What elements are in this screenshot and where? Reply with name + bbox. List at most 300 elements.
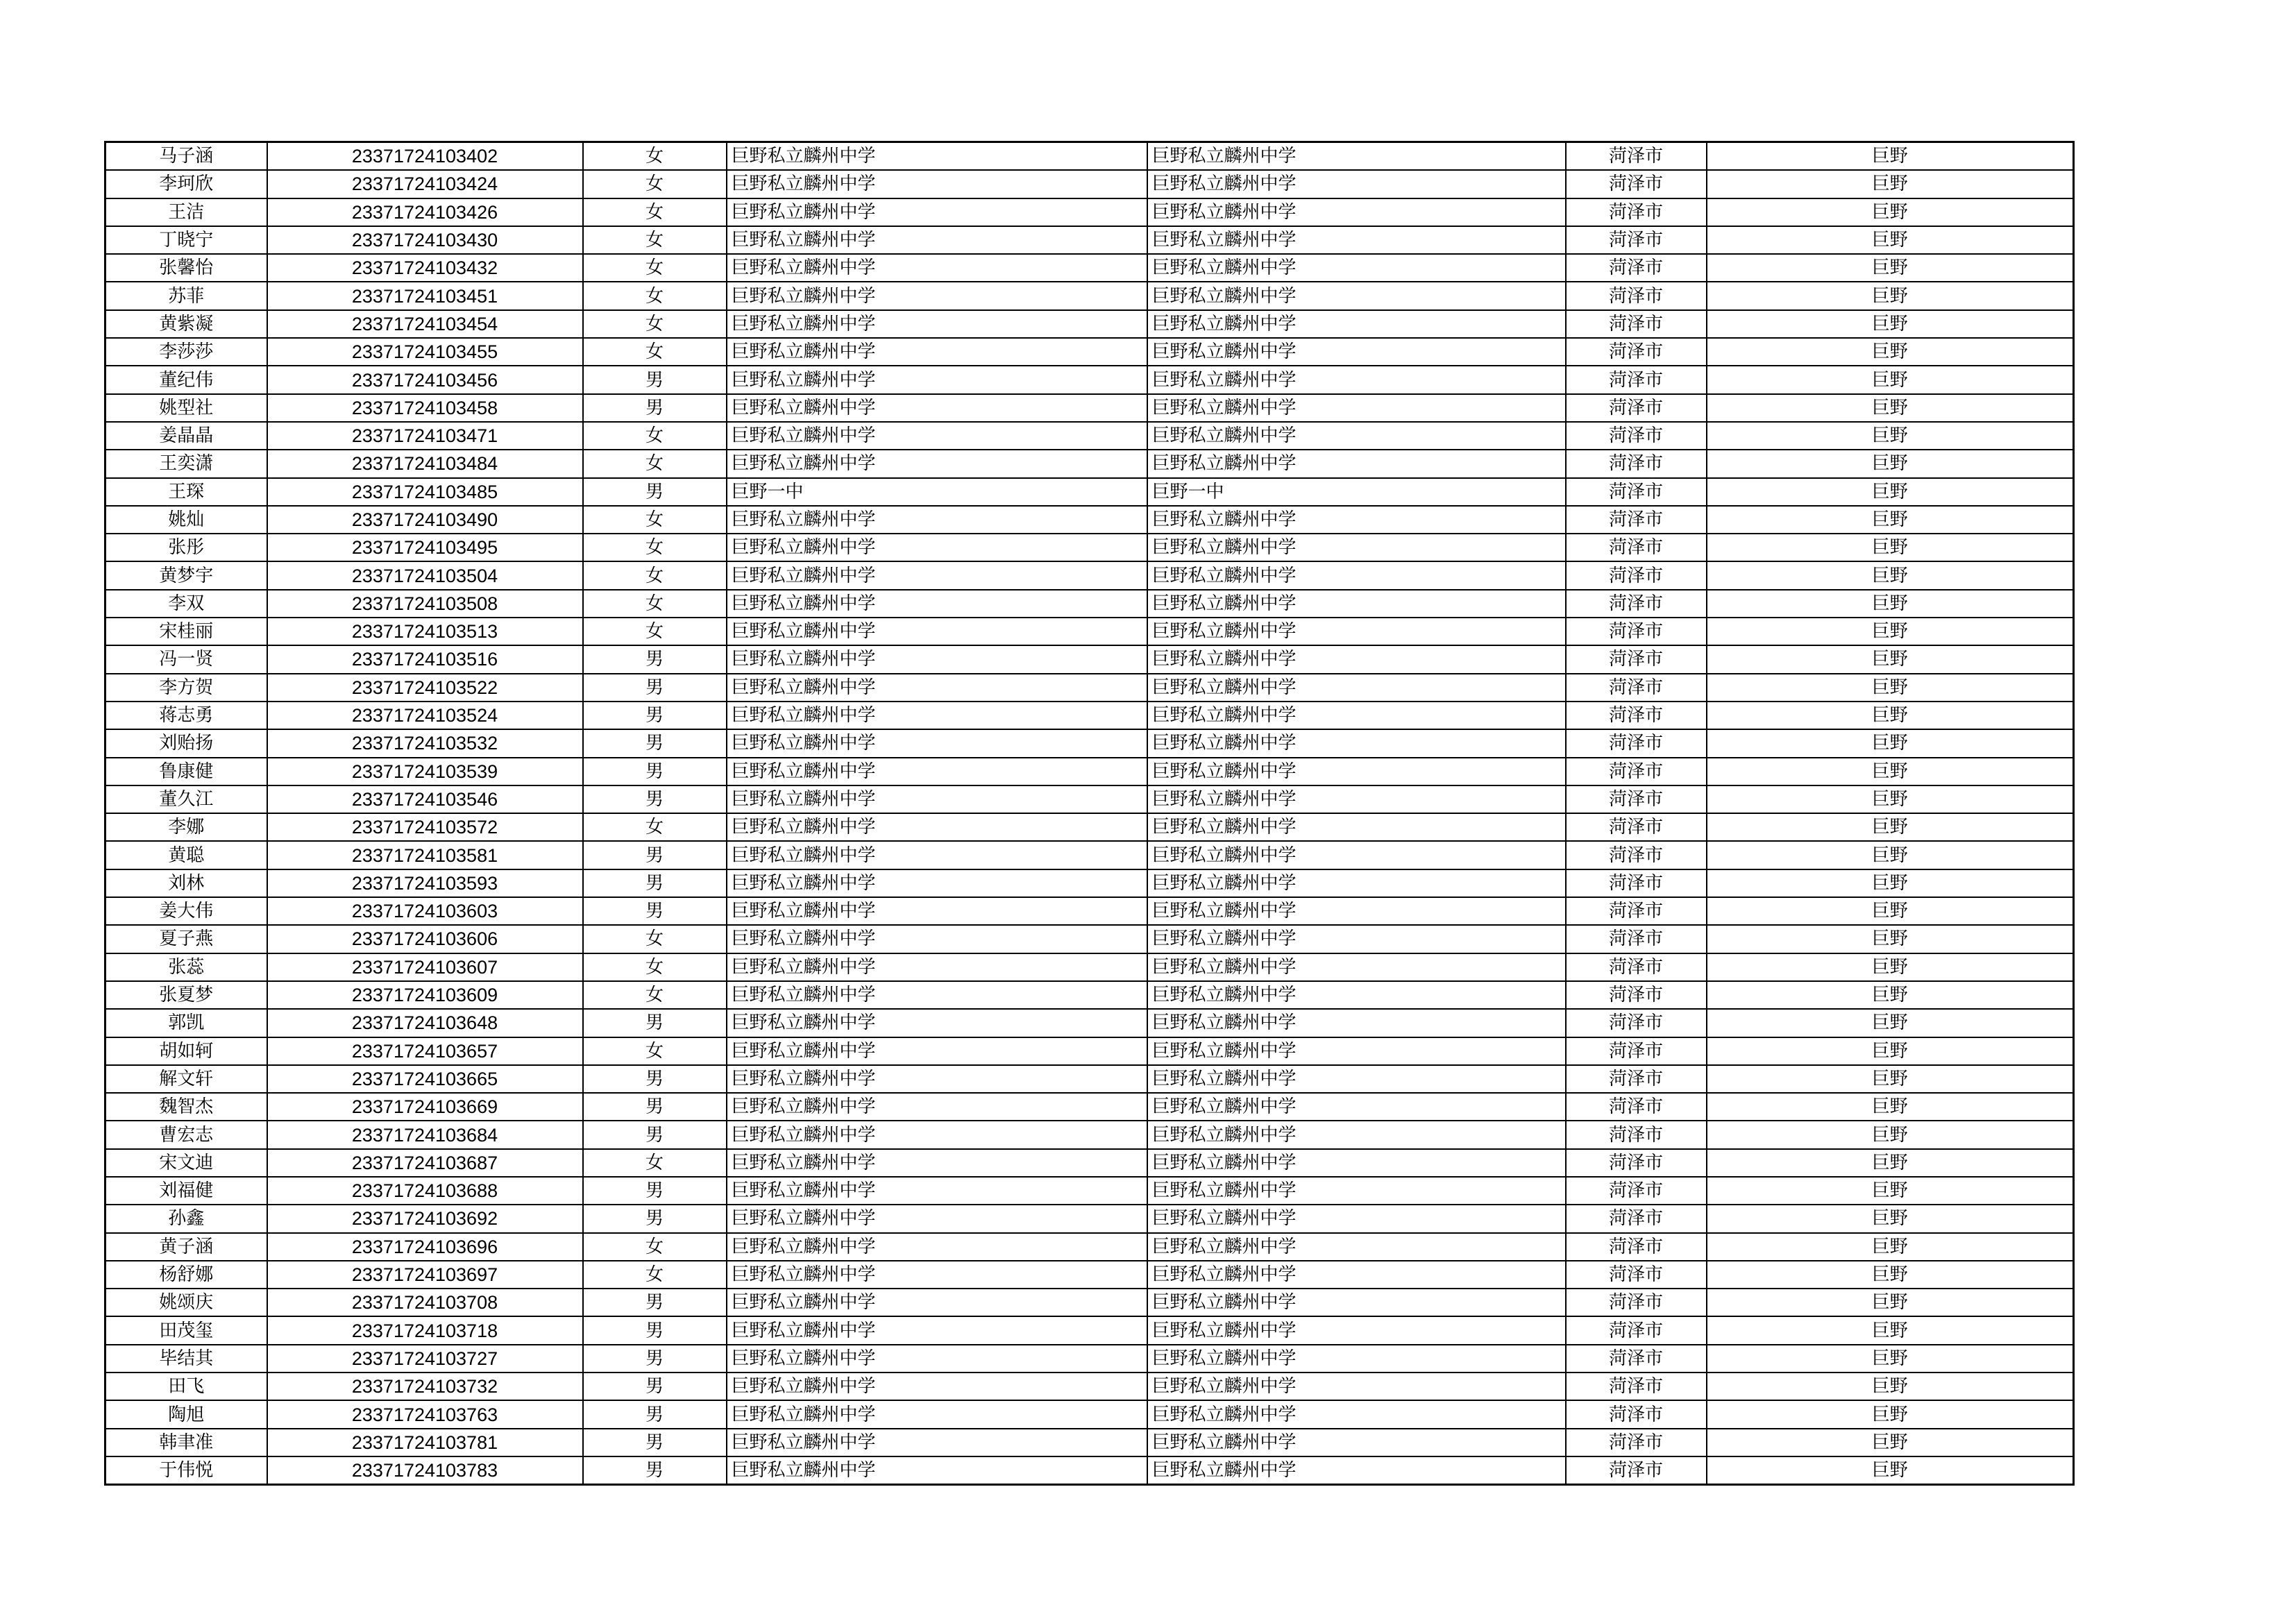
graduating-school-cell: 巨野私立麟州中学 [1147,338,1566,366]
gender-cell: 男 [583,1009,727,1037]
graduating-school-cell: 巨野私立麟州中学 [1147,953,1566,981]
table-row [105,1149,2074,1177]
exam-number-cell: 23371724103430 [267,226,583,254]
exam-number-cell: 23371724103609 [267,981,583,1009]
city-cell: 菏泽市 [1566,1429,1707,1456]
city-cell: 菏泽市 [1566,981,1707,1009]
table-row [105,897,2074,925]
county-cell: 巨野 [1707,478,2074,506]
table-row [105,310,2074,338]
exam-number-cell: 23371724103402 [267,142,583,171]
table-row [105,226,2074,254]
city-cell: 菏泽市 [1566,561,1707,589]
city-cell: 菏泽市 [1566,813,1707,841]
city-cell: 菏泽市 [1566,506,1707,534]
city-cell: 菏泽市 [1566,450,1707,477]
gender-cell: 男 [583,841,727,869]
student-name-cell: 苏菲 [105,282,267,309]
county-cell: 巨野 [1707,813,2074,841]
school-cell: 巨野私立麟州中学 [727,142,1147,171]
student-name-cell: 冯一贤 [105,645,267,673]
city-cell: 菏泽市 [1566,645,1707,673]
school-cell: 巨野私立麟州中学 [727,506,1147,534]
graduating-school-cell: 巨野私立麟州中学 [1147,1065,1566,1093]
city-cell: 菏泽市 [1566,422,1707,450]
exam-number-cell: 23371724103532 [267,729,583,757]
table-row [105,1037,2074,1065]
table-row [105,702,2074,729]
county-cell: 巨野 [1707,282,2074,309]
gender-cell: 男 [583,758,727,785]
table-row [105,674,2074,702]
county-cell: 巨野 [1707,394,2074,422]
gender-cell: 男 [583,1205,727,1232]
county-cell: 巨野 [1707,1261,2074,1289]
city-cell: 菏泽市 [1566,1037,1707,1065]
county-cell: 巨野 [1707,1373,2074,1400]
table-row [105,282,2074,309]
school-cell: 巨野私立麟州中学 [727,254,1147,282]
exam-number-cell: 23371724103546 [267,785,583,813]
table-row [105,1177,2074,1205]
city-cell: 菏泽市 [1566,1233,1707,1261]
school-cell: 巨野私立麟州中学 [727,450,1147,477]
county-cell: 巨野 [1707,925,2074,953]
school-cell: 巨野私立麟州中学 [727,1429,1147,1456]
county-cell: 巨野 [1707,702,2074,729]
student-name-cell: 李双 [105,590,267,618]
county-cell: 巨野 [1707,981,2074,1009]
graduating-school-cell: 巨野私立麟州中学 [1147,198,1566,226]
table-row [105,1261,2074,1289]
student-name-cell: 丁晓宁 [105,226,267,254]
county-cell: 巨野 [1707,1456,2074,1485]
county-cell: 巨野 [1707,758,2074,785]
school-cell: 巨野私立麟州中学 [727,226,1147,254]
table-row [105,1205,2074,1232]
student-name-cell: 姚型社 [105,394,267,422]
student-name-cell: 杨舒娜 [105,1261,267,1289]
exam-number-cell: 23371724103455 [267,338,583,366]
exam-number-cell: 23371724103684 [267,1121,583,1148]
graduating-school-cell: 巨野私立麟州中学 [1147,1400,1566,1428]
gender-cell: 女 [583,1149,727,1177]
table-row [105,506,2074,534]
student-name-cell: 姜大伟 [105,897,267,925]
student-name-cell: 李娜 [105,813,267,841]
school-cell: 巨野私立麟州中学 [727,1345,1147,1373]
exam-number-cell: 23371724103424 [267,170,583,198]
table-row [105,1093,2074,1121]
gender-cell: 女 [583,338,727,366]
table-row [105,1456,2074,1485]
student-name-cell: 王琛 [105,478,267,506]
gender-cell: 男 [583,1456,727,1485]
gender-cell: 男 [583,1177,727,1205]
school-cell: 巨野私立麟州中学 [727,1289,1147,1316]
exam-number-cell: 23371724103572 [267,813,583,841]
county-cell: 巨野 [1707,1316,2074,1344]
student-name-cell: 王奕潇 [105,450,267,477]
school-cell: 巨野私立麟州中学 [727,645,1147,673]
gender-cell: 女 [583,170,727,198]
gender-cell: 女 [583,925,727,953]
school-cell: 巨野私立麟州中学 [727,1065,1147,1093]
county-cell: 巨野 [1707,310,2074,338]
student-name-cell: 毕结其 [105,1345,267,1373]
table-row [105,422,2074,450]
county-cell: 巨野 [1707,1400,2074,1428]
student-name-cell: 张夏梦 [105,981,267,1009]
table-row [105,785,2074,813]
graduating-school-cell: 巨野私立麟州中学 [1147,1345,1566,1373]
exam-number-cell: 23371724103692 [267,1205,583,1232]
city-cell: 菏泽市 [1566,618,1707,645]
city-cell: 菏泽市 [1566,785,1707,813]
student-name-cell: 陶旭 [105,1400,267,1428]
gender-cell: 男 [583,1289,727,1316]
exam-number-cell: 23371724103696 [267,1233,583,1261]
city-cell: 菏泽市 [1566,1316,1707,1344]
exam-number-cell: 23371724103763 [267,1400,583,1428]
school-cell: 巨野私立麟州中学 [727,1093,1147,1121]
table-row [105,170,2074,198]
school-cell: 巨野私立麟州中学 [727,813,1147,841]
exam-number-cell: 23371724103432 [267,254,583,282]
exam-number-cell: 23371724103484 [267,450,583,477]
roster-body [105,142,2074,1485]
student-name-cell: 鲁康健 [105,758,267,785]
gender-cell: 女 [583,981,727,1009]
city-cell: 菏泽市 [1566,1177,1707,1205]
student-name-cell: 宋文迪 [105,1149,267,1177]
city-cell: 菏泽市 [1566,1400,1707,1428]
city-cell: 菏泽市 [1566,674,1707,702]
city-cell: 菏泽市 [1566,841,1707,869]
county-cell: 巨野 [1707,170,2074,198]
exam-number-cell: 23371724103727 [267,1345,583,1373]
graduating-school-cell: 巨野私立麟州中学 [1147,981,1566,1009]
city-cell: 菏泽市 [1566,226,1707,254]
student-name-cell: 黄子涵 [105,1233,267,1261]
city-cell: 菏泽市 [1566,254,1707,282]
exam-number-cell: 23371724103697 [267,1261,583,1289]
graduating-school-cell: 巨野私立麟州中学 [1147,282,1566,309]
table-row [105,645,2074,673]
gender-cell: 男 [583,1093,727,1121]
school-cell: 巨野私立麟州中学 [727,869,1147,897]
school-cell: 巨野私立麟州中学 [727,1149,1147,1177]
student-name-cell: 刘贻扬 [105,729,267,757]
city-cell: 菏泽市 [1566,1456,1707,1485]
graduating-school-cell: 巨野私立麟州中学 [1147,226,1566,254]
exam-number-cell: 23371724103669 [267,1093,583,1121]
graduating-school-cell: 巨野私立麟州中学 [1147,758,1566,785]
county-cell: 巨野 [1707,1429,2074,1456]
graduating-school-cell: 巨野私立麟州中学 [1147,422,1566,450]
exam-number-cell: 23371724103581 [267,841,583,869]
gender-cell: 女 [583,226,727,254]
school-cell: 巨野私立麟州中学 [727,1400,1147,1428]
graduating-school-cell: 巨野私立麟州中学 [1147,254,1566,282]
city-cell: 菏泽市 [1566,282,1707,309]
school-cell: 巨野私立麟州中学 [727,729,1147,757]
county-cell: 巨野 [1707,897,2074,925]
city-cell: 菏泽市 [1566,590,1707,618]
student-name-cell: 蒋志勇 [105,702,267,729]
table-row [105,198,2074,226]
exam-number-cell: 23371724103688 [267,1177,583,1205]
student-name-cell: 王洁 [105,198,267,226]
city-cell: 菏泽市 [1566,1065,1707,1093]
table-row [105,534,2074,561]
exam-number-cell: 23371724103657 [267,1037,583,1065]
student-name-cell: 田飞 [105,1373,267,1400]
graduating-school-cell: 巨野私立麟州中学 [1147,925,1566,953]
exam-number-cell: 23371724103718 [267,1316,583,1344]
table-row [105,338,2074,366]
exam-number-cell: 23371724103508 [267,590,583,618]
student-name-cell: 李珂欣 [105,170,267,198]
city-cell: 菏泽市 [1566,729,1707,757]
county-cell: 巨野 [1707,729,2074,757]
exam-number-cell: 23371724103607 [267,953,583,981]
city-cell: 菏泽市 [1566,142,1707,171]
school-cell: 巨野一中 [727,478,1147,506]
table-row [105,758,2074,785]
county-cell: 巨野 [1707,198,2074,226]
city-cell: 菏泽市 [1566,953,1707,981]
graduating-school-cell: 巨野私立麟州中学 [1147,170,1566,198]
student-name-cell: 姜晶晶 [105,422,267,450]
gender-cell: 女 [583,1261,727,1289]
gender-cell: 女 [583,813,727,841]
gender-cell: 女 [583,953,727,981]
city-cell: 菏泽市 [1566,1373,1707,1400]
gender-cell: 男 [583,645,727,673]
exam-number-cell: 23371724103522 [267,674,583,702]
student-name-cell: 姚灿 [105,506,267,534]
county-cell: 巨野 [1707,785,2074,813]
student-name-cell: 宋桂丽 [105,618,267,645]
graduating-school-cell: 巨野私立麟州中学 [1147,561,1566,589]
student-name-cell: 张彤 [105,534,267,561]
gender-cell: 男 [583,1373,727,1400]
county-cell: 巨野 [1707,1205,2074,1232]
school-cell: 巨野私立麟州中学 [727,981,1147,1009]
graduating-school-cell: 巨野私立麟州中学 [1147,534,1566,561]
student-name-cell: 张蕊 [105,953,267,981]
graduating-school-cell: 巨野私立麟州中学 [1147,142,1566,171]
student-name-cell: 解文轩 [105,1065,267,1093]
student-name-cell: 马子涵 [105,142,267,171]
school-cell: 巨野私立麟州中学 [727,1009,1147,1037]
table-row [105,1373,2074,1400]
exam-number-cell: 23371724103471 [267,422,583,450]
county-cell: 巨野 [1707,254,2074,282]
exam-number-cell: 23371724103490 [267,506,583,534]
exam-number-cell: 23371724103524 [267,702,583,729]
table-row [105,981,2074,1009]
city-cell: 菏泽市 [1566,897,1707,925]
exam-number-cell: 23371724103504 [267,561,583,589]
gender-cell: 男 [583,1121,727,1148]
city-cell: 菏泽市 [1566,758,1707,785]
table-row [105,590,2074,618]
county-cell: 巨野 [1707,674,2074,702]
school-cell: 巨野私立麟州中学 [727,702,1147,729]
table-row [105,254,2074,282]
student-name-cell: 韩聿准 [105,1429,267,1456]
exam-number-cell: 23371724103451 [267,282,583,309]
gender-cell: 男 [583,1400,727,1428]
graduating-school-cell: 巨野私立麟州中学 [1147,1205,1566,1232]
gender-cell: 女 [583,142,727,171]
school-cell: 巨野私立麟州中学 [727,198,1147,226]
graduating-school-cell: 巨野私立麟州中学 [1147,1009,1566,1037]
school-cell: 巨野私立麟州中学 [727,310,1147,338]
graduating-school-cell: 巨野私立麟州中学 [1147,729,1566,757]
exam-number-cell: 23371724103687 [267,1149,583,1177]
school-cell: 巨野私立麟州中学 [727,170,1147,198]
city-cell: 菏泽市 [1566,394,1707,422]
exam-number-cell: 23371724103593 [267,869,583,897]
gender-cell: 男 [583,729,727,757]
graduating-school-cell: 巨野私立麟州中学 [1147,1093,1566,1121]
school-cell: 巨野私立麟州中学 [727,897,1147,925]
county-cell: 巨野 [1707,1121,2074,1148]
graduating-school-cell: 巨野私立麟州中学 [1147,1373,1566,1400]
county-cell: 巨野 [1707,226,2074,254]
school-cell: 巨野私立麟州中学 [727,590,1147,618]
county-cell: 巨野 [1707,1149,2074,1177]
exam-number-cell: 23371724103732 [267,1373,583,1400]
city-cell: 菏泽市 [1566,310,1707,338]
graduating-school-cell: 巨野私立麟州中学 [1147,1149,1566,1177]
school-cell: 巨野私立麟州中学 [727,1316,1147,1344]
table-row [105,618,2074,645]
graduating-school-cell: 巨野私立麟州中学 [1147,1456,1566,1485]
city-cell: 菏泽市 [1566,1093,1707,1121]
gender-cell: 女 [583,198,727,226]
student-name-cell: 刘林 [105,869,267,897]
gender-cell: 男 [583,702,727,729]
gender-cell: 男 [583,1065,727,1093]
student-name-cell: 胡如轲 [105,1037,267,1065]
graduating-school-cell: 巨野私立麟州中学 [1147,813,1566,841]
gender-cell: 女 [583,254,727,282]
student-name-cell: 曹宏志 [105,1121,267,1148]
table-row [105,142,2074,171]
school-cell: 巨野私立麟州中学 [727,674,1147,702]
student-name-cell: 刘福健 [105,1177,267,1205]
table-row [105,478,2074,506]
school-cell: 巨野私立麟州中学 [727,1233,1147,1261]
exam-number-cell: 23371724103606 [267,925,583,953]
roster-table [104,141,2075,1486]
gender-cell: 女 [583,282,727,309]
county-cell: 巨野 [1707,1065,2074,1093]
gender-cell: 女 [583,506,727,534]
city-cell: 菏泽市 [1566,198,1707,226]
graduating-school-cell: 巨野私立麟州中学 [1147,841,1566,869]
school-cell: 巨野私立麟州中学 [727,1261,1147,1289]
student-name-cell: 黄紫凝 [105,310,267,338]
graduating-school-cell: 巨野私立麟州中学 [1147,310,1566,338]
graduating-school-cell: 巨野私立麟州中学 [1147,1429,1566,1456]
exam-number-cell: 23371724103665 [267,1065,583,1093]
city-cell: 菏泽市 [1566,1205,1707,1232]
county-cell: 巨野 [1707,142,2074,171]
school-cell: 巨野私立麟州中学 [727,758,1147,785]
school-cell: 巨野私立麟州中学 [727,534,1147,561]
city-cell: 菏泽市 [1566,1149,1707,1177]
school-cell: 巨野私立麟州中学 [727,1037,1147,1065]
gender-cell: 女 [583,561,727,589]
gender-cell: 男 [583,394,727,422]
city-cell: 菏泽市 [1566,1261,1707,1289]
school-cell: 巨野私立麟州中学 [727,841,1147,869]
city-cell: 菏泽市 [1566,869,1707,897]
school-cell: 巨野私立麟州中学 [727,282,1147,309]
student-name-cell: 田茂玺 [105,1316,267,1344]
gender-cell: 女 [583,450,727,477]
gender-cell: 女 [583,310,727,338]
graduating-school-cell: 巨野私立麟州中学 [1147,366,1566,393]
county-cell: 巨野 [1707,1009,2074,1037]
gender-cell: 女 [583,422,727,450]
student-name-cell: 黄梦宇 [105,561,267,589]
gender-cell: 女 [583,590,727,618]
exam-number-cell: 23371724103454 [267,310,583,338]
gender-cell: 女 [583,534,727,561]
exam-number-cell: 23371724103648 [267,1009,583,1037]
county-cell: 巨野 [1707,645,2074,673]
city-cell: 菏泽市 [1566,1345,1707,1373]
graduating-school-cell: 巨野私立麟州中学 [1147,1037,1566,1065]
school-cell: 巨野私立麟州中学 [727,953,1147,981]
exam-number-cell: 23371724103708 [267,1289,583,1316]
county-cell: 巨野 [1707,869,2074,897]
table-row [105,1233,2074,1261]
school-cell: 巨野私立麟州中学 [727,785,1147,813]
exam-number-cell: 23371724103783 [267,1456,583,1485]
city-cell: 菏泽市 [1566,1009,1707,1037]
school-cell: 巨野私立麟州中学 [727,422,1147,450]
county-cell: 巨野 [1707,561,2074,589]
city-cell: 菏泽市 [1566,170,1707,198]
graduating-school-cell: 巨野私立麟州中学 [1147,506,1566,534]
gender-cell: 男 [583,1345,727,1373]
table-row [105,953,2074,981]
table-row [105,841,2074,869]
county-cell: 巨野 [1707,953,2074,981]
school-cell: 巨野私立麟州中学 [727,338,1147,366]
gender-cell: 女 [583,1233,727,1261]
graduating-school-cell: 巨野私立麟州中学 [1147,1261,1566,1289]
gender-cell: 男 [583,478,727,506]
city-cell: 菏泽市 [1566,534,1707,561]
exam-number-cell: 23371724103495 [267,534,583,561]
graduating-school-cell: 巨野私立麟州中学 [1147,450,1566,477]
county-cell: 巨野 [1707,590,2074,618]
gender-cell: 男 [583,674,727,702]
student-name-cell: 魏智杰 [105,1093,267,1121]
table-row [105,1345,2074,1373]
graduating-school-cell: 巨野私立麟州中学 [1147,1121,1566,1148]
exam-number-cell: 23371724103426 [267,198,583,226]
table-row [105,1400,2074,1428]
